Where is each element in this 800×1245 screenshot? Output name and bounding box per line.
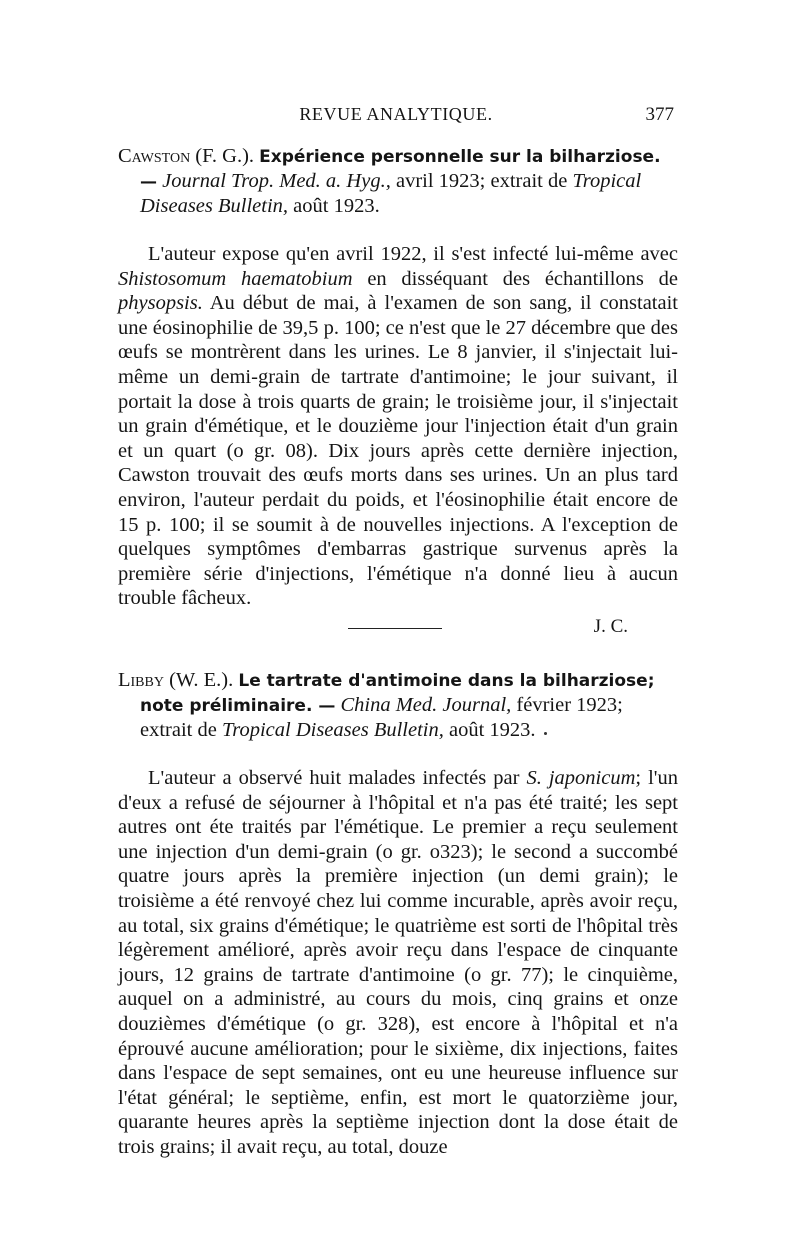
journal-name: Journal Trop. Med. a. Hyg.,	[162, 170, 391, 192]
signature: J. C.	[593, 615, 628, 637]
species-name: Shistosomum haematobium	[118, 267, 353, 290]
page-number: 377	[645, 104, 674, 125]
reference-end: août 1923.	[443, 719, 536, 741]
article-libby	[118, 668, 678, 1160]
bibliographic-reference	[118, 144, 678, 218]
source-name: Tropical Diseases Bulletin,	[140, 170, 642, 217]
author-name: Libby (W. E.).	[118, 669, 234, 691]
source-name: Tropical Diseases Bulletin,	[221, 719, 444, 741]
reference-date: avril 1923; extrait de	[390, 170, 573, 192]
body-text-part: L'auteur a observé huit malades infectés par	[148, 767, 527, 789]
body-text-part: Au début de mai, à l'examen de son sang, il constatait une éosinophilie de 39,5 p. 100; ce n'est que le 27 décembre que des œufs se montrèrent dans les urines. Le 8 janvier, il s'injectait lui-même un demi-grain de tartrate d'antimoine; le jour suivant, il portait la dose à trois quarts de grain; le troisième jour, il s'injectait un grain d'émétique, et le douzième jour l'injection était d'un grain et un quart (o gr. 08). Dix jours après cette dernière injection, Cawston trouvait des œufs morts dans ses urines. Un an plus tard environ, l'auteur perdait du poids, et l'éosinophilie était encore de 15 p. 100; il se soumit à de nouvelles injections. A l'exception de quelques symptômes d'embarras gastrique survenus après la première série d'injections, l'émétique n'a donné lieu à aucun trouble fâcheux.	[118, 292, 678, 610]
article-body	[118, 242, 678, 611]
page-header	[118, 100, 674, 130]
print-speck	[544, 732, 547, 735]
reference-date: février 1923; extrait de	[140, 694, 623, 741]
body-text-part: en disséquant des échantillons de	[352, 267, 678, 290]
reference-end: août 1923.	[288, 195, 380, 217]
body-text-part: L'auteur expose qu'en avril 1922, il s'est infecté lui-même avec	[148, 243, 678, 265]
section-divider	[348, 628, 442, 629]
article-body	[118, 766, 678, 1160]
article-cawston	[118, 144, 678, 639]
article-title: Le tartrate d'antimoine dans la bilharziose; note préliminaire. —	[140, 671, 655, 716]
author-name: Cawston (F. G.).	[118, 145, 255, 167]
article-title: Expérience personnelle sur la bilharziose. —	[140, 147, 661, 192]
running-title: REVUE ANALYTIQUE.	[299, 104, 493, 124]
species-name: S. japonicum	[526, 767, 636, 789]
body-text-part: ; l'un d'eux a refusé de séjourner à l'hôpital et n'a pas été traité; les sept autres ont éte traités par l'émétique. Le premier a reçu seulement une injection d'un demi-grain (o gr. o323); le second a succombé quatre jours après la première injection (un demi grain); le troisième a été renvoyé chez lui comme incurable, après avoir reçu, au total, six grains d'émétique; le quatrième est sorti de l'hôpital très légèrement amélioré, après avoir reçu dans l'espace de cinquante jours, 12 grains de tartrate d'antimoine (o gr. 77); le cinquième, auquel on a administré, au cours du mois, cinq grains et onze douzièmes d'émétique (o gr. 328), est encore à l'hôpital et n'a éprouvé aucune amélioration; pour le sixième, dix injections, faites dans l'espace de sept semaines, ont eu une heureuse influence sur l'état général; le septième, enfin, est mort le quatorzième jour, quarante heures après la septième injection dont la dose était de trois grains; il avait reçu, au total, douze	[118, 767, 678, 1158]
bibliographic-reference	[118, 668, 678, 742]
genus-name: physopsis.	[118, 292, 203, 315]
journal-name: China Med. Journal,	[340, 694, 512, 716]
